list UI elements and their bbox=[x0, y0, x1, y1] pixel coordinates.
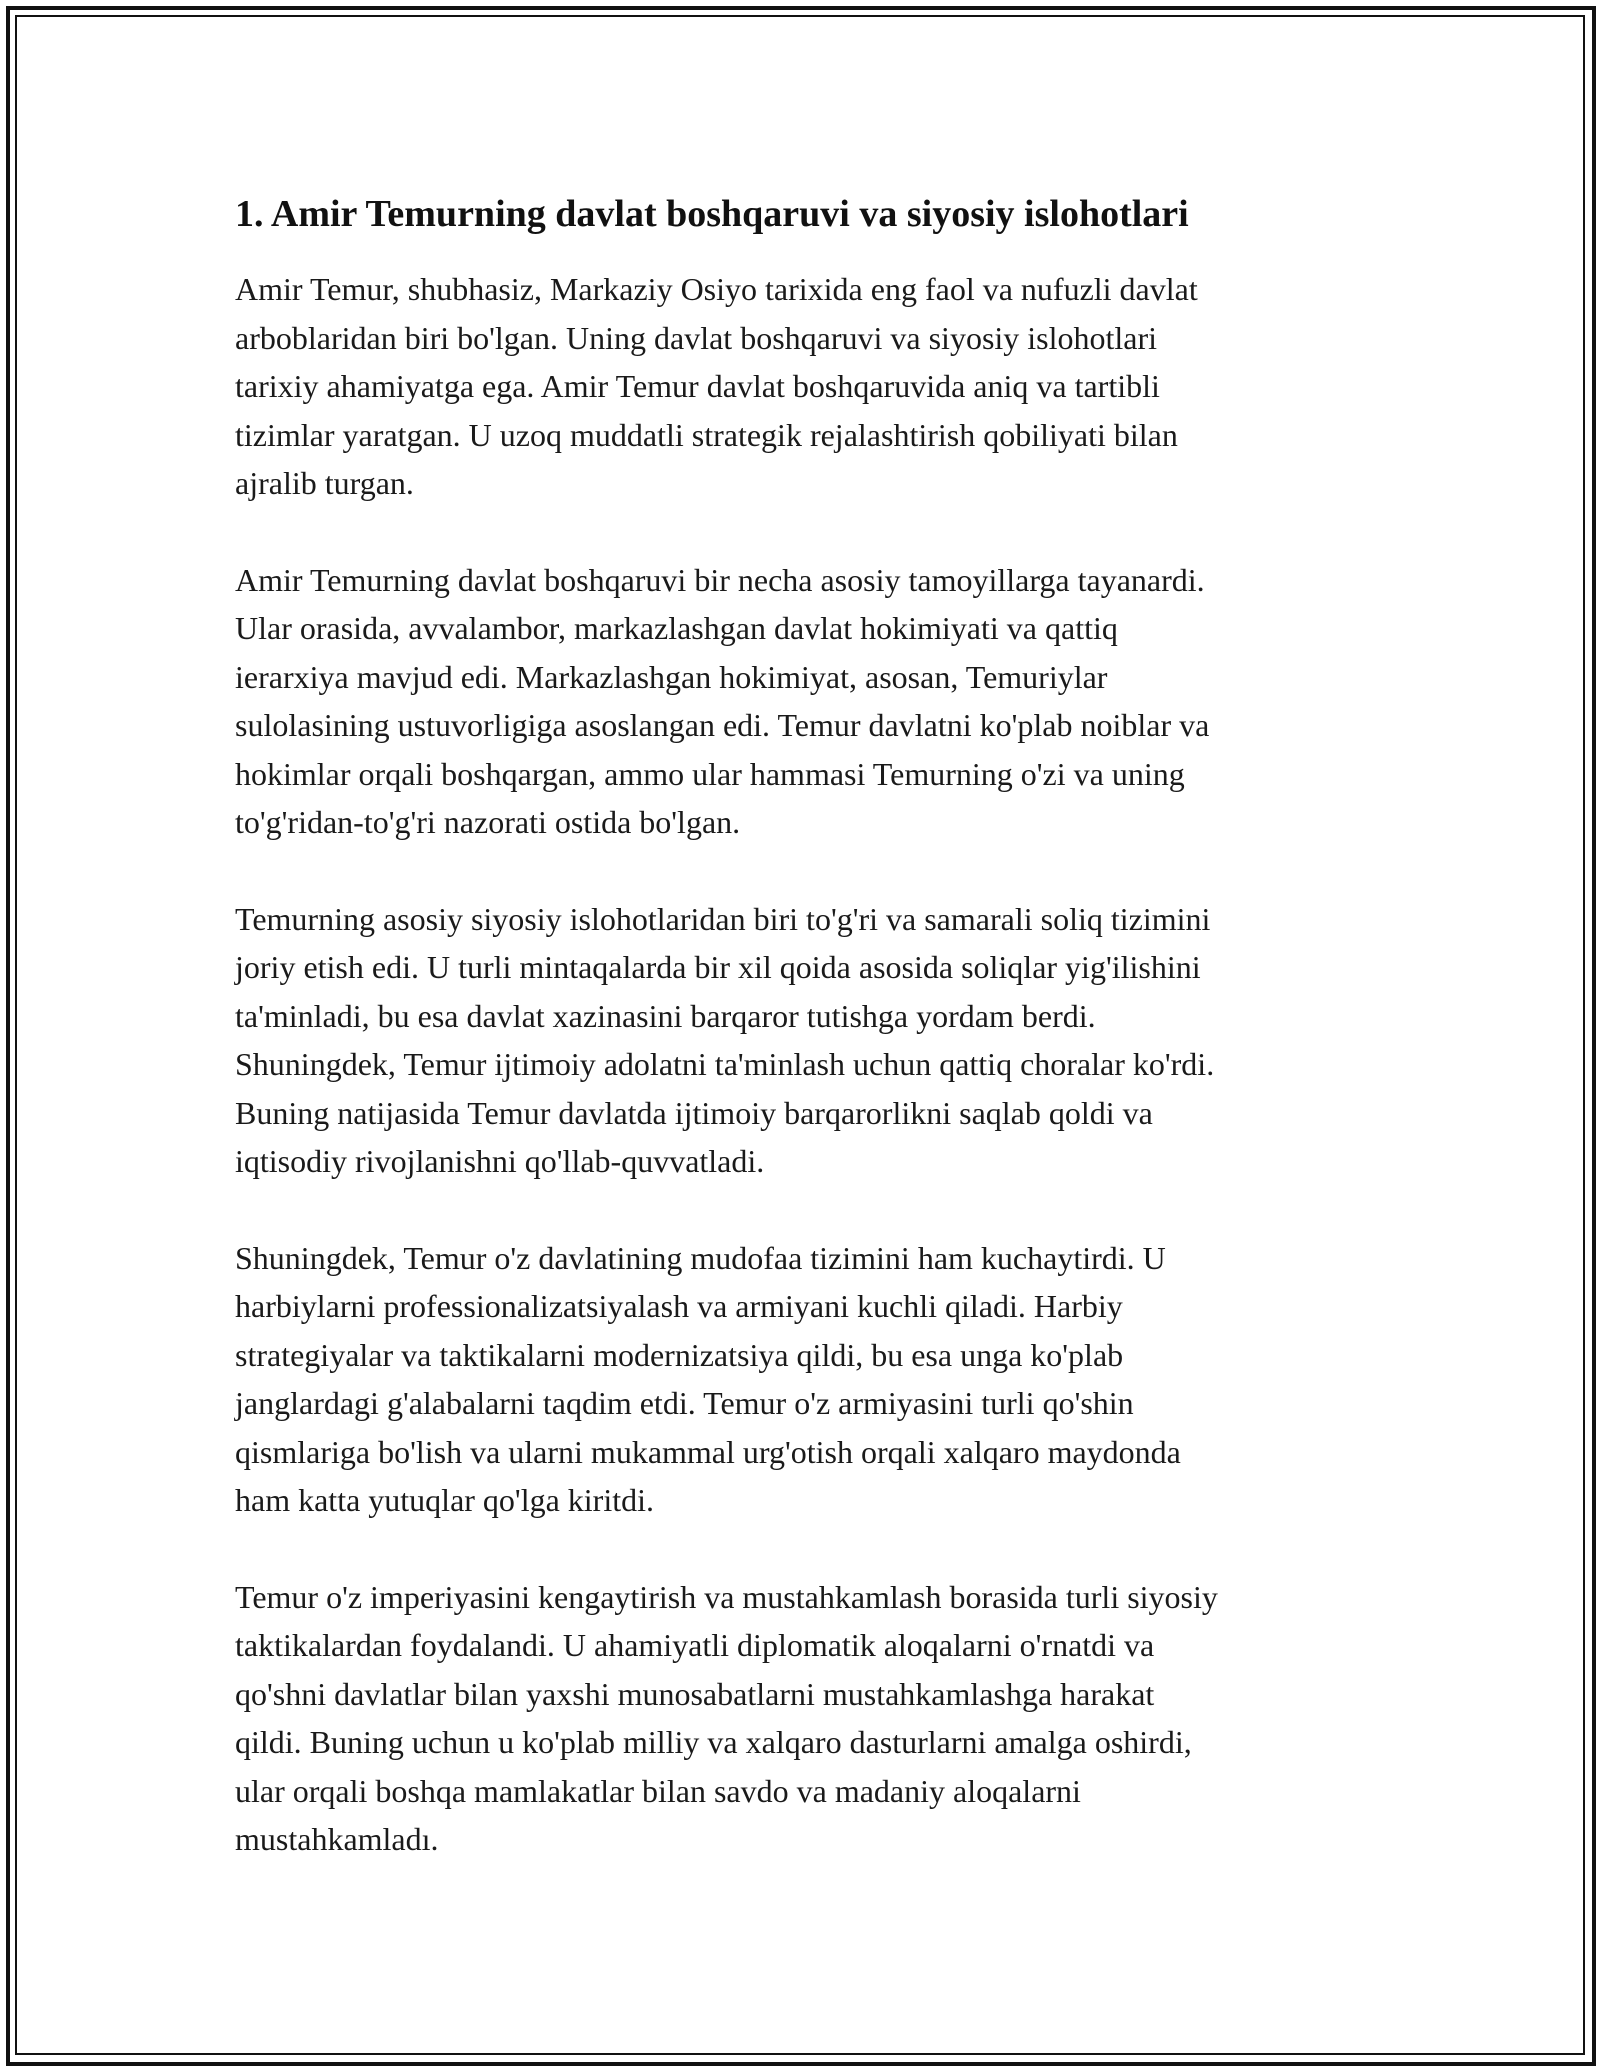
paragraph-line: Temur o'z imperiyasini kengaytirish va mustahkamlash borasida turli siyosiy bbox=[235, 1578, 1218, 1615]
paragraph-line: ular orqali boshqa mamlakatlar bilan savdo va madaniy aloqalarni bbox=[235, 1772, 1081, 1809]
paragraph-line: Ular orasida, avvalambor, markazlashgan davlat hokimiyati va qattiq bbox=[235, 610, 1118, 646]
paragraph-line: Amir Temurning davlat boshqaruvi bir necha asosiy tamoyillarga tayanardi. bbox=[235, 561, 1205, 598]
paragraph-line: Temurning asosiy siyosiy islohotlaridan biri to'g'ri va samarali soliq tizimini bbox=[235, 900, 1211, 937]
paragraph-line: joriy etish edi. U turli mintaqalarda bir xil qoida asosida soliqlar yig'ilishini bbox=[235, 949, 1201, 985]
paragraph-line: iqtisodiy rivojlanishni qo'llab-quvvatladi. bbox=[235, 1143, 765, 1179]
paragraph-line: qildi. Buning uchun u ko'plab milliy va xalqaro dasturlarni amalga oshirdi, bbox=[235, 1724, 1192, 1760]
paragraph-2 bbox=[235, 556, 1370, 847]
paragraph-line: ajralib turgan. bbox=[235, 465, 414, 501]
paragraph-line: Buning natijasida Temur davlatda ijtimoiy barqarorlikni saqlab qoldi va bbox=[235, 1094, 1153, 1131]
paragraph-line: to'g'ridan-to'g'ri nazorati ostida bo'lgan. bbox=[235, 804, 741, 840]
paragraph-line: sulolasining ustuvorligiga asoslangan edi. Temur davlatni ko'plab noiblar va bbox=[235, 707, 1210, 743]
paragraph-1 bbox=[235, 265, 1370, 508]
paragraph-line: ta'minladi, bu esa davlat xazinasini barqaror tutishga yordam berdi. bbox=[235, 997, 1096, 1034]
paragraph-line: Shuningdek, Temur ijtimoiy adolatni ta'minlash uchun qattiq choralar ko'rdi. bbox=[235, 1046, 1215, 1082]
paragraph-line: tarixiy ahamiyatga ega. Amir Temur davlat boshqaruvida aniq va tartibli bbox=[235, 368, 1160, 404]
paragraph-line: ierarxiya mavjud edi. Markazlashgan hokimiyat, asosan, Temuriylar bbox=[235, 658, 1108, 695]
paragraph-line: Shuningdek, Temur o'z davlatining mudofaa tizimini ham kuchaytirdi. U bbox=[235, 1239, 1166, 1276]
document-title: 1. Amir Temurning davlat boshqaruvi va siyosiy islohotlari bbox=[235, 193, 1189, 235]
document-body bbox=[235, 185, 1370, 1912]
paragraph-line: hokimlar orqali boshqargan, ammo ular hammasi Temurning o'zi va uning bbox=[235, 755, 1185, 792]
paragraph-line: qismlariga bo'lish va ularni mukammal urg'otish orqali xalqaro maydonda bbox=[235, 1433, 1181, 1470]
paragraph-line: arboblaridan biri bo'lgan. Uning davlat boshqaruvi va siyosiy islohotlari bbox=[235, 319, 1158, 356]
paragraph-line: mustahkamladı. bbox=[235, 1821, 439, 1857]
paragraph-3 bbox=[235, 895, 1370, 1186]
paragraph-line: strategiyalar va taktikalarni modernizatsiya qildi, bu esa unga ko'plab bbox=[235, 1336, 1124, 1373]
paragraph-line: taktikalardan foydalandi. U ahamiyatli diplomatik aloqalarni o'rnatdi va bbox=[235, 1627, 1155, 1663]
paragraph-5 bbox=[235, 1573, 1370, 1864]
paragraph-4 bbox=[235, 1234, 1370, 1525]
paragraph-line: tizimlar yaratgan. U uzoq muddatli strategik rejalashtirish qobiliyati bilan bbox=[235, 416, 1178, 453]
paragraph-line: Amir Temur, shubhasiz, Markaziy Osiyo tarixida eng faol va nufuzli davlat bbox=[235, 271, 1198, 307]
paragraph-line: ham katta yutuqlar qo'lga kiritdi. bbox=[235, 1482, 654, 1518]
paragraph-line: harbiylarni professionalizatsiyalash va armiyani kuchli qiladi. Harbiy bbox=[235, 1288, 1123, 1324]
paragraph-line: janglardagi g'alabalarni taqdim etdi. Temur o'z armiyasini turli qo'shin bbox=[235, 1385, 1134, 1421]
paragraph-line: qo'shni davlatlar bilan yaxshi munosabatlarni mustahkamlashga harakat bbox=[235, 1675, 1155, 1712]
